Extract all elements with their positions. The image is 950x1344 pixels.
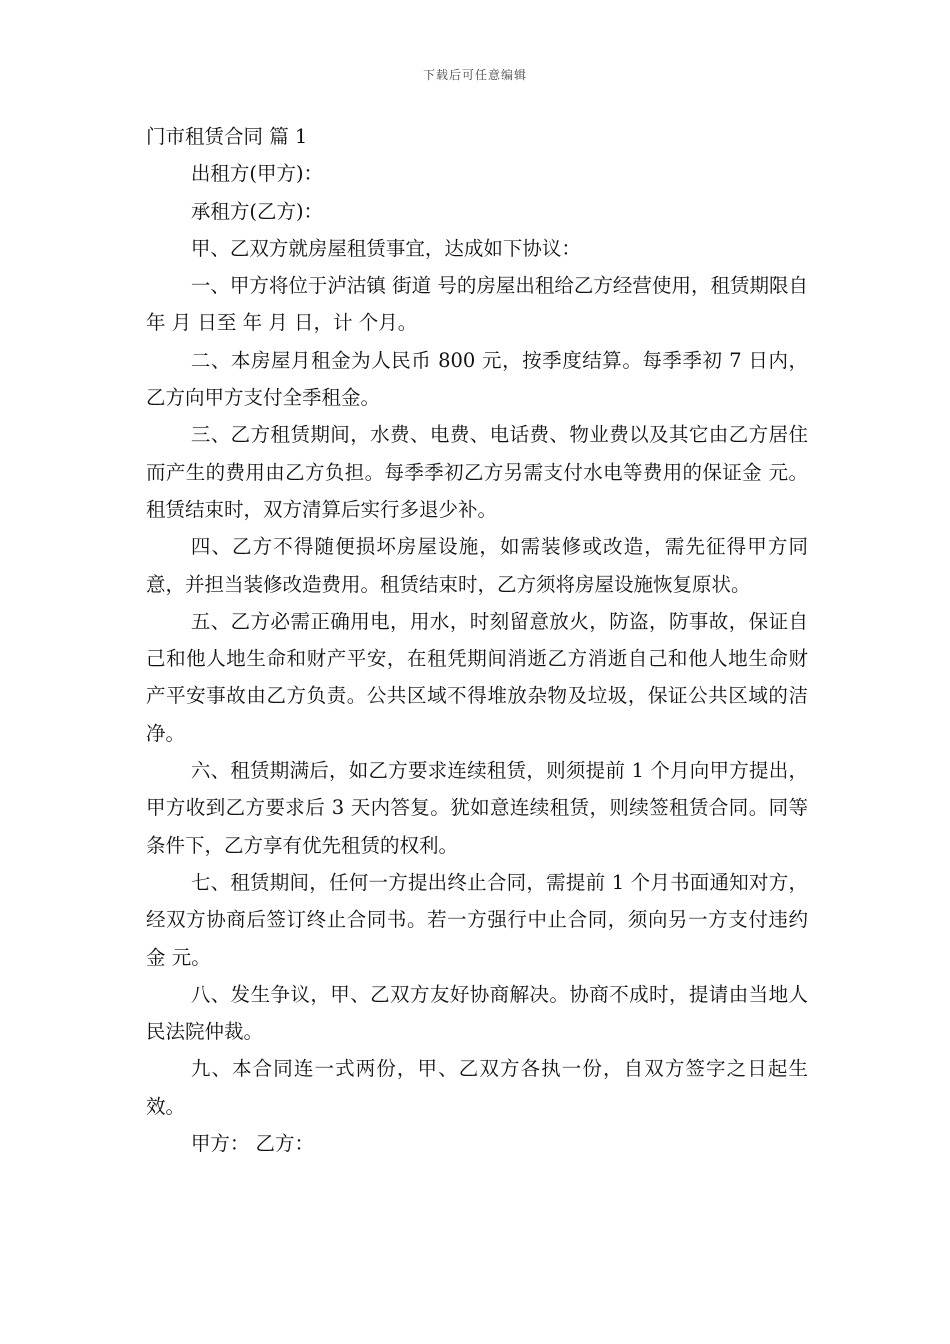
clause-2: 二、本房屋月租金为人民币 800 元，按季度结算。每季季初 7 日内，乙方向甲方支付全季租金。 [146, 348, 808, 410]
clause-6: 六、租赁期满后，如乙方要求连续租赁，则须提前 1 个月向甲方提出，甲方收到乙方要求后 3 天内答复。犹如意连续租赁，则续签租赁合同。同等条件下，乙方享有优先租赁的权利。 [146, 759, 808, 857]
clause-8: 八、发生争议，甲、乙双方友好协商解决。协商不成时，提请由当地人民法院仲裁。 [146, 982, 808, 1044]
clause-7: 七、租赁期间，任何一方提出终止合同，需提前 1 个月书面通知对方，经双方协商后签订终止合同书。若一方强行中止合同，须向另一方支付违约金 元。 [146, 870, 808, 969]
lessor-line: 出租方(甲方)： [190, 162, 324, 186]
clause-9: 九、本合同连一式两份，甲、乙双方各执一份，自双方签字之日起生效。 [146, 1057, 808, 1118]
agreement-intro: 甲、乙双方就房屋租赁事宜，达成如下协议： [190, 236, 581, 260]
lessee-line: 承租方(乙方)： [190, 199, 324, 223]
clause-3: 三、乙方租赁期间，水费、电费、电话费、物业费以及其它由乙方居住而产生的费用由乙方负担。每季季初乙方另需支付水电等费用的保证金 元。租赁结束时，双方清算后实行多退少补。 [146, 423, 808, 521]
clause-5: 五、乙方必需正确用电，用水，时刻留意放火，防盗，防事故，保证自己和他人地生命和财产平安，在租凭期间消逝乙方消逝自己和他人地生命财产平安事故由乙方负责。公共区域不得堆放杂物及垃圾，保证公共区域的洁净。 [146, 609, 808, 745]
clause-4: 四、乙方不得随便损坏房屋设施，如需装修或改造，需先征得甲方同意，并担当装修改造费用。租赁结束时，乙方须将房屋设施恢复原状。 [146, 535, 808, 596]
contract-body [146, 118, 808, 1162]
page-header-note: 下载后可任意编辑 [422, 68, 527, 82]
signature-line: 甲方： 乙方： [190, 1132, 315, 1156]
clause-1: 一、甲方将位于泸沽镇 街道 号的房屋出租给乙方经营使用，租赁期限自 年 月 日至 年 月 日，计 个月。 [146, 274, 808, 335]
document-title: 门市租赁合同 篇 1 [146, 125, 308, 148]
